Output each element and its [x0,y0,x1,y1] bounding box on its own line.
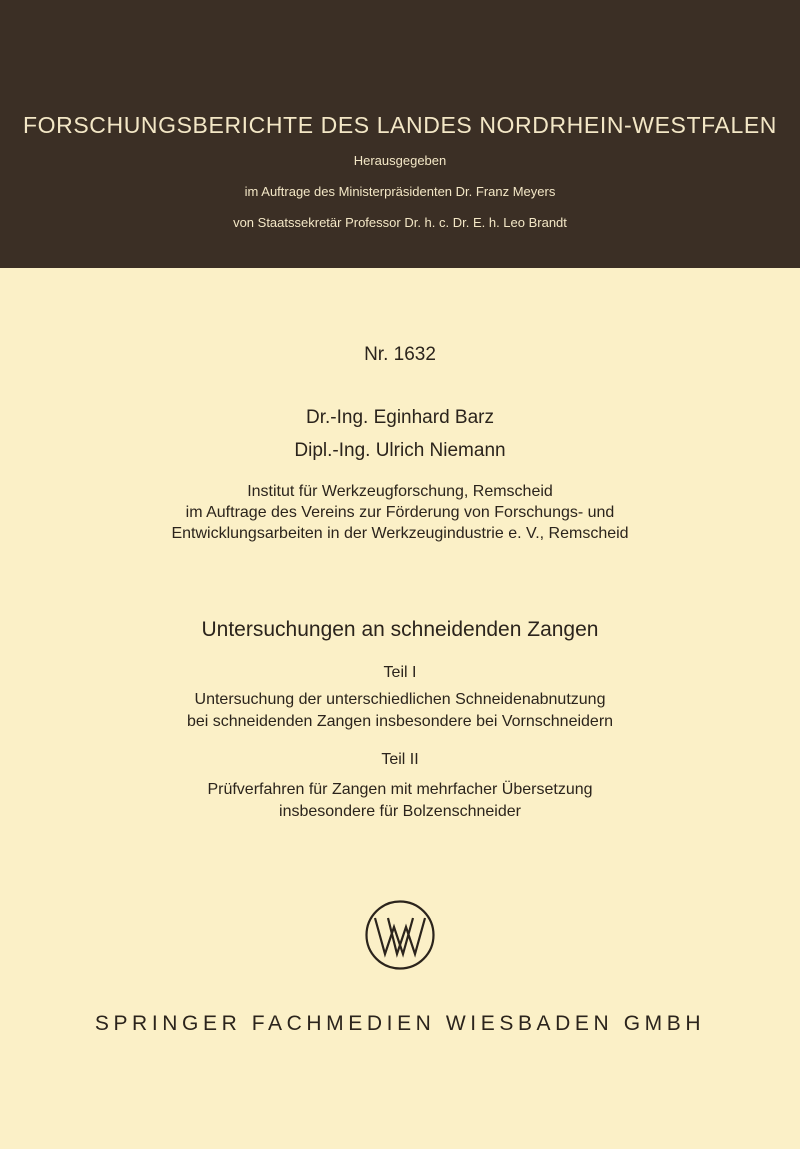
author-1: Dr.-Ing. Eginhard Barz [306,407,494,428]
part-2-line-2: insbesondere für Bolzenschneider [279,803,521,820]
report-number: Nr. 1632 [364,344,436,365]
header-band [0,0,800,268]
publisher-logo-icon [364,899,436,971]
part-2-line-1: Prüfverfahren für Zangen mit mehrfacher Übersetzung [207,781,593,798]
part-1-label: Teil I [383,664,417,681]
editor-line-2: im Auftrage des Ministerpräsidenten Dr. Franz Meyers [244,184,556,199]
institution-line-3: Entwicklungsarbeiten in der Werkzeugindustrie e. V., Remscheid [171,525,629,542]
book-title: Untersuchungen an schneidenden Zangen [201,618,599,641]
author-2: Dipl.-Ing. Ulrich Niemann [294,440,506,461]
series-title: FORSCHUNGSBERICHTE DES LANDES NORDRHEIN-WESTFALEN [23,112,777,138]
institution-line-1: Institut für Werkzeugforschung, Remscheid [247,483,553,500]
part-1-line-2: bei schneidenden Zangen insbesondere bei Vornschneidern [186,713,614,730]
editor-line-1: Herausgegeben [353,153,447,168]
institution-line-2: im Auftrage des Vereins zur Förderung von Forschungs- und [185,504,615,521]
part-1-line-1: Untersuchung der unterschiedlichen Schneidenabnutzung [194,691,606,708]
publisher-name: SPRINGER FACHMEDIEN WIESBADEN GMBH [94,1012,706,1035]
part-2-label: Teil II [381,751,419,768]
editor-line-3: von Staatssekretär Professor Dr. h. c. Dr. E. h. Leo Brandt [233,215,567,230]
